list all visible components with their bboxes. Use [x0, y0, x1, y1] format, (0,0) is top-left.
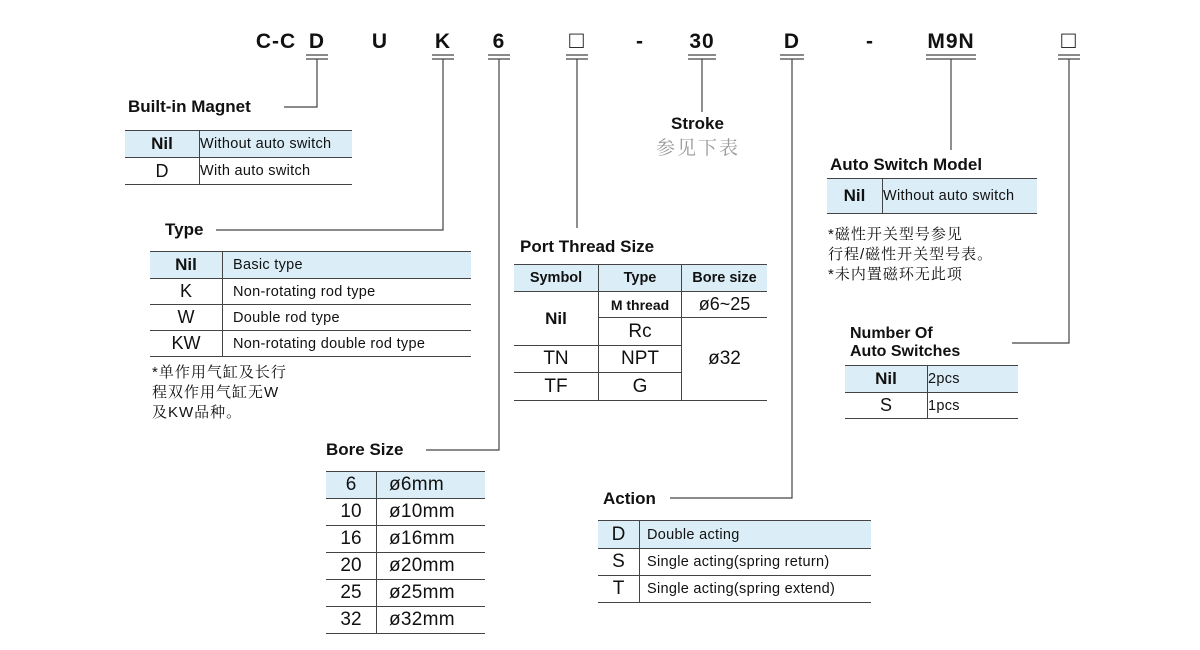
port-heading: Port Thread Size: [520, 237, 655, 256]
magnet-heading: Built-in Magnet: [128, 97, 251, 116]
port-table: [514, 264, 767, 401]
code-stroke: 30: [689, 30, 715, 53]
table-row: [598, 576, 871, 603]
table-row: [326, 472, 485, 499]
code-dash-1: -: [636, 30, 644, 53]
type-note: [152, 363, 287, 423]
port-type-npt: NPT: [599, 346, 682, 373]
bore-desc: ø16mm: [377, 526, 486, 553]
code-count: □: [1061, 27, 1077, 54]
switch-count-table: [845, 365, 1018, 419]
type-desc-kw: Non-rotating double rod type: [223, 331, 472, 357]
port-type-rc: Rc: [599, 318, 682, 346]
switch-model-desc-nil: Without auto switch: [883, 179, 1038, 214]
type-note-line: *单作用气缸及长行: [152, 364, 287, 381]
code-dash-2: -: [866, 30, 874, 53]
action-heading: Action: [603, 489, 656, 508]
type-code-w: W: [150, 305, 223, 331]
magnet-desc-d: With auto switch: [200, 158, 353, 185]
bore-code: 32: [326, 607, 377, 634]
port-symbol-tf: TF: [514, 373, 599, 401]
switch-model-heading: Auto Switch Model: [830, 155, 983, 174]
port-type-g: G: [599, 373, 682, 401]
port-header-type: Type: [599, 265, 682, 292]
switch-model-note: [828, 225, 993, 285]
action-table: [598, 520, 871, 603]
port-header-bore: Bore size: [682, 265, 768, 292]
type-code-kw: KW: [150, 331, 223, 357]
bore-code: 25: [326, 580, 377, 607]
table-row: [326, 580, 485, 607]
bore-code: 10: [326, 499, 377, 526]
action-code-t: T: [598, 576, 640, 603]
table-row: [150, 305, 471, 331]
port-bore-small: ø6~25: [682, 292, 768, 318]
type-note-line: 程双作用气缸无W: [152, 384, 280, 401]
port-bore-large: ø32: [682, 318, 768, 401]
type-table: [150, 251, 471, 357]
bore-desc: ø25mm: [377, 580, 486, 607]
magnet-code-nil: Nil: [125, 131, 200, 158]
type-heading: Type: [165, 220, 204, 239]
type-desc-k: Non-rotating rod type: [223, 279, 472, 305]
magnet-desc-nil: Without auto switch: [200, 131, 353, 158]
switch-count-code-s: S: [845, 393, 928, 419]
switch-count-desc-nil: 2pcs: [928, 366, 1019, 393]
table-row: [326, 553, 485, 580]
switch-model-note-line: 行程/磁性开关型号表。: [828, 246, 994, 263]
code-prefix: C-C: [255, 30, 297, 53]
bore-heading: Bore Size: [326, 440, 404, 459]
code-action: D: [783, 30, 801, 53]
action-desc-d: Double acting: [640, 521, 872, 549]
table-row: [326, 607, 485, 634]
switch-model-note-line: *磁性开关型号参见: [828, 226, 963, 243]
table-row: [845, 366, 1018, 393]
bore-code: 20: [326, 553, 377, 580]
switch-count-desc-s: 1pcs: [928, 393, 1019, 419]
code-bore: 6: [492, 30, 506, 53]
table-row: [125, 158, 352, 185]
action-code-s: S: [598, 549, 640, 576]
action-desc-s: Single acting(spring return): [640, 549, 872, 576]
table-row: [150, 252, 471, 279]
switch-count-code-nil: Nil: [845, 366, 928, 393]
type-desc-w: Double rod type: [223, 305, 472, 331]
switch-model-note-line: *未内置磁环无此项: [828, 266, 963, 283]
switch-count-heading-line: Auto Switches: [850, 343, 961, 360]
table-row: [150, 279, 471, 305]
bore-desc: ø6mm: [377, 472, 486, 499]
bore-code: 6: [326, 472, 377, 499]
type-code-nil: Nil: [150, 252, 223, 279]
stroke-note: 参见下表: [656, 138, 741, 159]
port-header-symbol: Symbol: [514, 265, 599, 292]
stroke-heading: Stroke: [671, 114, 724, 133]
bore-desc: ø20mm: [377, 553, 486, 580]
port-type-mthread: M thread: [599, 292, 682, 318]
bore-table: [326, 471, 485, 634]
table-row: [845, 393, 1018, 419]
table-row: [326, 526, 485, 553]
code-switch: M9N: [927, 30, 975, 53]
code-port: □: [569, 27, 585, 54]
bore-desc: ø10mm: [377, 499, 486, 526]
table-row: [827, 179, 1037, 214]
code-magnet: D: [308, 30, 326, 53]
port-symbol-nil: Nil: [514, 292, 599, 346]
switch-count-heading: [850, 325, 960, 361]
type-note-line: 及KW品种。: [152, 404, 243, 421]
table-row: [125, 131, 352, 158]
bore-code: 16: [326, 526, 377, 553]
table-header: [514, 265, 767, 292]
table-row: [598, 521, 871, 549]
bore-desc: ø32mm: [377, 607, 486, 634]
action-code-d: D: [598, 521, 640, 549]
switch-count-heading-line: Number Of: [850, 325, 933, 342]
table-row: [514, 292, 767, 318]
switch-model-table: [827, 178, 1037, 214]
table-row: [326, 499, 485, 526]
magnet-code-d: D: [125, 158, 200, 185]
switch-model-code-nil: Nil: [827, 179, 883, 214]
type-desc-nil: Basic type: [223, 252, 472, 279]
code-type: K: [434, 30, 452, 53]
code-u: U: [371, 30, 389, 53]
action-desc-t: Single acting(spring extend): [640, 576, 872, 603]
magnet-table: [125, 130, 352, 185]
table-row: [150, 331, 471, 357]
type-code-k: K: [150, 279, 223, 305]
port-symbol-tn: TN: [514, 346, 599, 373]
table-row: [598, 549, 871, 576]
